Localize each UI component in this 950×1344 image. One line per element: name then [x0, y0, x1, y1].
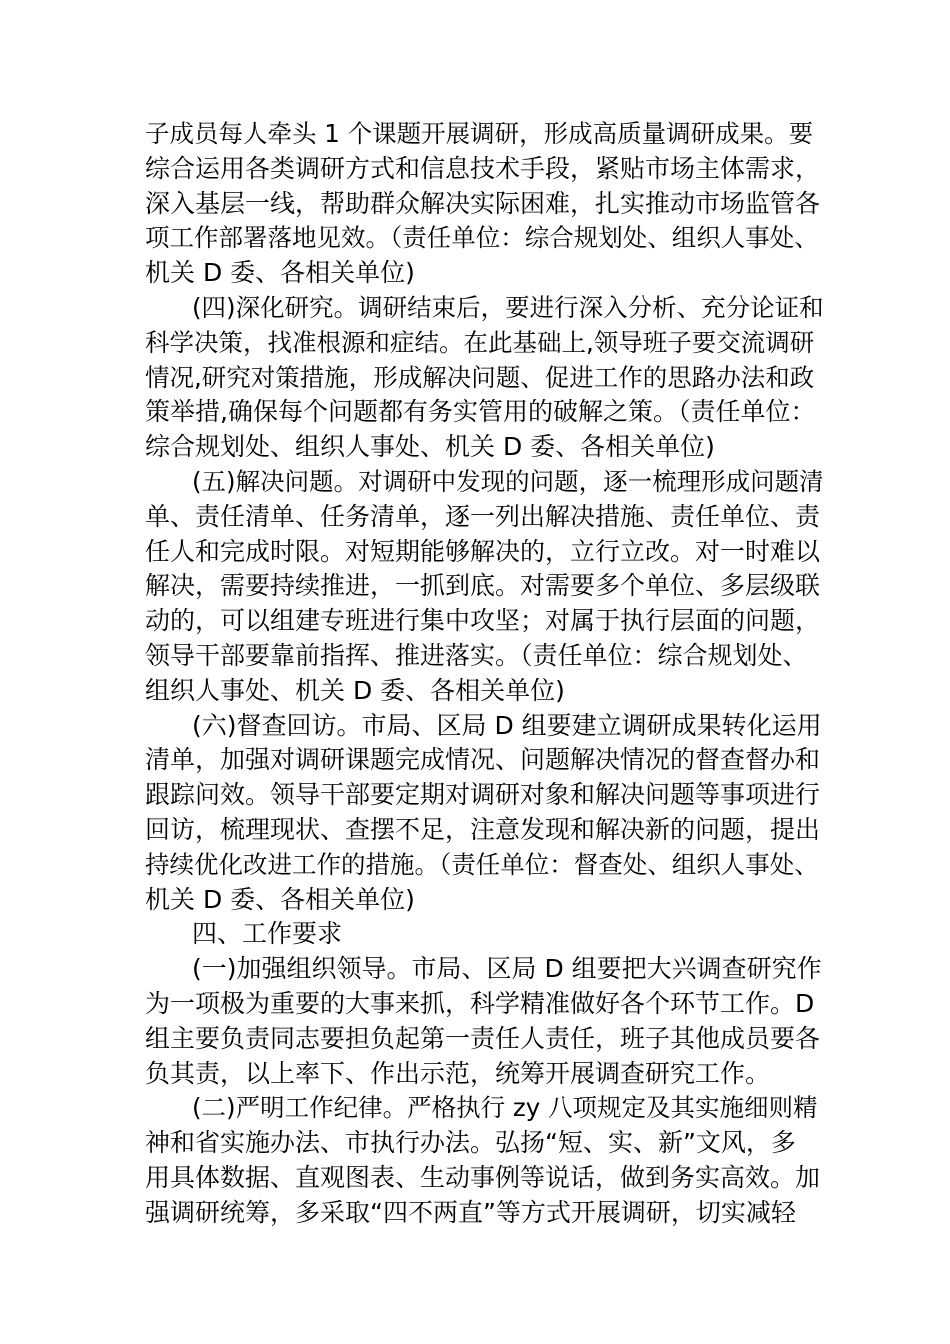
text-line: 解决，需要持续推进，一抓到底。对需要多个单位、多层级联 [145, 571, 821, 601]
text-line: 跟踪问效。领导干部要定期对调研对象和解决问题等事项进行 [145, 780, 821, 810]
text-line: 用具体数据、直观图表、生动事例等说话，做到务实高效。加 [145, 1162, 821, 1192]
paragraph-first-line: (五)解决问题。对调研中发现的问题，逐一梳理形成问题清 [192, 466, 824, 496]
text-line: 深入基层一线，帮助群众解决实际困难，扎实推动市场监管各 [145, 188, 821, 218]
paragraph-first-line: (一)加强组织领导。市局、区局 D 组要把大兴调查研究作 [192, 954, 822, 984]
text-line: 神和省实施办法、市执行办法。弘扬“短、实、新”文风，多 [145, 1128, 796, 1158]
text-line: 单、责任清单、任务清单，逐一列出解决措施、责任单位、责 [145, 501, 821, 531]
text-line: 回访，梳理现状、查摆不足，注意发现和解决新的问题，提出 [145, 814, 821, 844]
text-line: 情况,研究对策措施，形成解决问题、促进工作的思路办法和政 [145, 362, 815, 392]
paragraph-first-line: (六)督查回访。市局、区局 D 组要建立调研成果转化运用 [192, 710, 822, 740]
text-line: 子成员每人牵头 1 个课题开展调研，形成高质量调研成果。要 [145, 119, 814, 148]
text-line: 负其责，以上率下、作出示范，统筹开展调查研究工作。 [145, 1058, 771, 1088]
text-line: 策举措,确保每个问题都有务实管用的破解之策。（责任单位： [145, 397, 816, 427]
text-line: 任人和完成时限。对短期能够解决的，立行立改。对一时难以 [145, 536, 821, 566]
paragraph-first-line: 四、工作要求 [192, 919, 343, 949]
text-line: 组主要负责同志要担负起第一责任人责任，班子其他成员要各 [145, 1023, 821, 1053]
text-line: 为一项极为重要的大事来抓，科学精准做好各个环节工作。D [145, 988, 815, 1018]
text-line: 综合运用各类调研方式和信息技术手段，紧贴市场主体需求， [145, 153, 821, 183]
text-line: 综合规划处、组织人事处、机关 D 委、各相关单位) [145, 432, 715, 462]
text-line: 机关 D 委、各相关单位) [145, 258, 415, 288]
text-line: 持续优化改进工作的措施。（责任单位：督查处、组织人事处、 [145, 849, 819, 879]
text-line: 领导干部要靠前指挥、推进落实。（责任单位：综合规划处、 [145, 640, 808, 670]
text-line: 强调研统筹，多采取“四不两直”等方式开展调研，切实减轻 [145, 1197, 796, 1227]
paragraph-first-line: (四)深化研究。调研结束后，要进行深入分析、充分论证和 [192, 292, 824, 322]
text-line: 组织人事处、机关 D 委、各相关单位) [145, 675, 565, 705]
text-line: 机关 D 委、各相关单位) [145, 884, 415, 914]
paragraph-first-line: (二)严明工作纪律。严格执行 zy 八项规定及其实施细则精 [192, 1093, 818, 1123]
document-body [145, 117, 825, 1231]
text-line: 项工作部署落地见效。（责任单位：综合规划处、组织人事处、 [145, 223, 819, 253]
text-line: 动的，可以组建专班进行集中攻坚；对属于执行层面的问题， [145, 606, 821, 636]
text-line: 清单，加强对调研课题完成情况、问题解决情况的督查督办和 [145, 745, 821, 775]
text-line: 科学决策，找准根源和症结。在此基础上,领导班子要交流调研 [145, 327, 815, 357]
